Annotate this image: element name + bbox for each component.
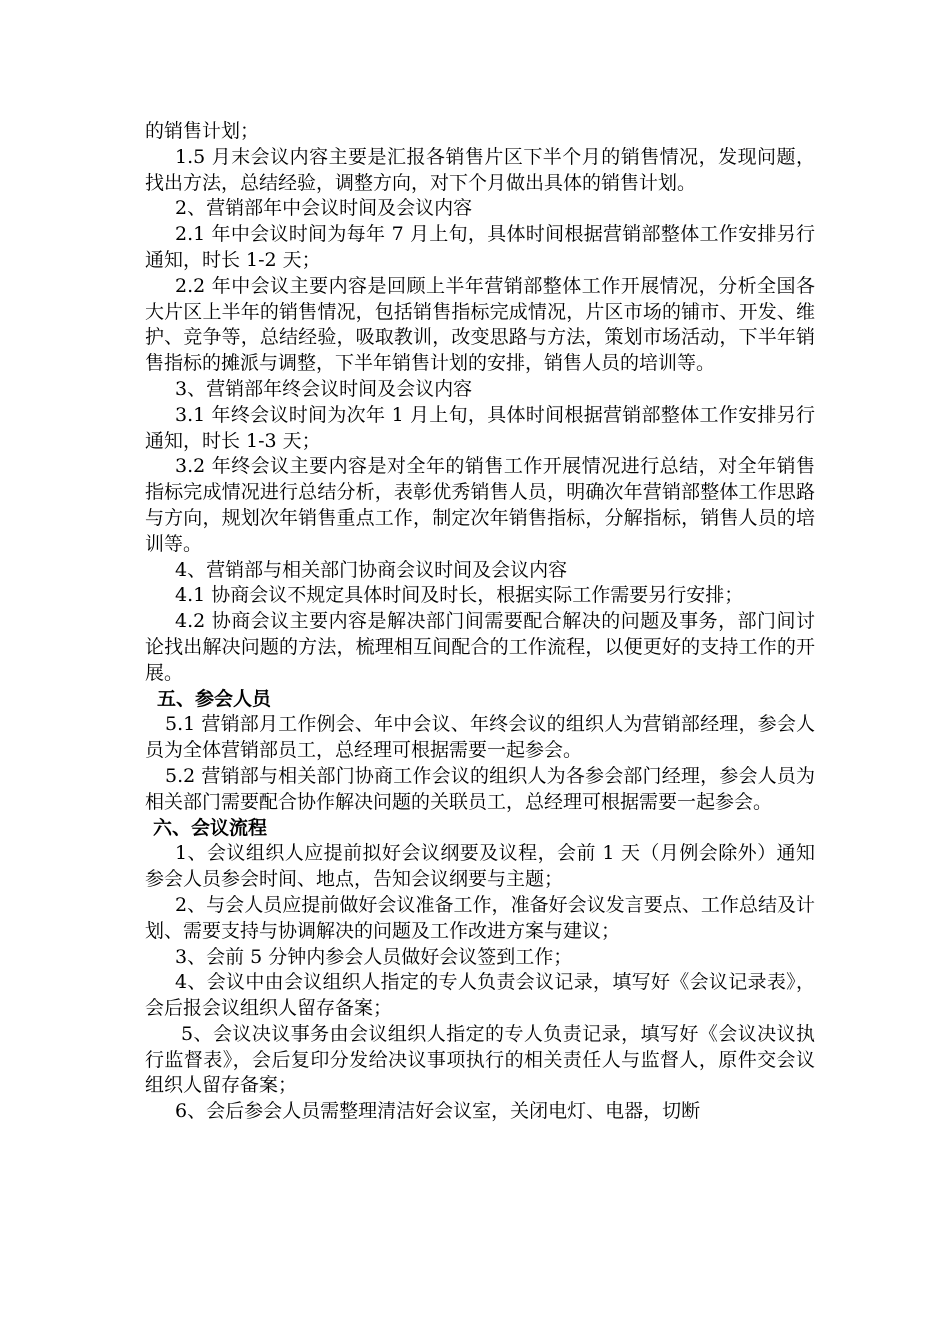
paragraph-2-1: 2.1 年中会议时间为每年 7 月上旬，具体时间根据营销部整体工作安排另行通知，时长 1-2 天； — [145, 223, 815, 271]
paragraph-3-1: 3.1 年终会议时间为次年 1 月上旬，具体时间根据营销部整体工作安排另行通知，时长 1-3 天； — [145, 403, 815, 452]
process-step-6: 6、会后参会人员需整理清洁好会议室，关闭电灯、电器，切断 — [175, 1100, 701, 1123]
paragraph-4-2: 4.2 协商会议主要内容是解决部门间需要配合解决的问题及事务，部门间讨论找出解决问题的方法，梳理相互间配合的工作流程，以便更好的支持工作的开展。 — [145, 610, 815, 684]
paragraph-continuation: 的销售计划； — [145, 120, 260, 142]
heading-midyear-meeting: 2、营销部年中会议时间及会议内容 — [175, 197, 473, 220]
paragraph-3-2: 3.2 年终会议主要内容是对全年的销售工作开展情况进行总结，对全年销售指标完成情况进行总结分析，表彰优秀销售人员，明确次年营销部整体工作思路与方向，规划次年销售重点工作，制定次年销售指标，分解指标，销售人员的培训等。 — [145, 455, 815, 555]
section-heading-meeting-process: 六、会议流程 — [153, 816, 268, 839]
heading-yearend-meeting: 3、营销部年终会议时间及会议内容 — [175, 377, 473, 400]
process-step-1: 1、会议组织人应提前拟好会议纲要及议程，会前 1 天（月例会除外）通知参会人员参会时间、地点，告知会议纲要与主题； — [145, 842, 815, 891]
paragraph-2-2: 2.2 年中会议主要内容是回顾上半年营销部整体工作开展情况，分析全国各大片区上半年的销售情况，包括销售指标完成情况，片区市场的铺市、开发、维护、竞争等，总结经验，吸取教训，改变思路与方法，策划市场活动，下半年销售指标的摊派与调整，下半年销售计划的安排，销售人员的培训等。 — [145, 274, 815, 375]
process-step-2: 2、与会人员应提前做好会议准备工作，准备好会议发言要点、工作总结及计划、需要支持与协调解决的问题及工作改进方案与建议； — [145, 893, 815, 942]
heading-interdepartment-meeting: 4、营销部与相关部门协商会议时间及会议内容 — [175, 558, 568, 581]
process-step-5: 5、会议决议事务由会议组织人指定的专人负责记录，填写好《会议决议执行监督表》，会后复印分发给决议事项执行的相关责任人与监督人，原件交会议组织人留存备案； — [145, 1022, 815, 1097]
document-body — [145, 119, 815, 1125]
paragraph-4-1: 4.1 协商会议不规定具体时间及时长，根据实际工作需要另行安排； — [175, 584, 744, 607]
section-heading-attendees: 五、参会人员 — [157, 687, 272, 710]
paragraph-5-1: 5.1 营销部月工作例会、年中会议、年终会议的组织人为营销部经理，参会人员为全体营销部员工，总经理可根据需要一起参会。 — [145, 713, 815, 762]
paragraph-5-2: 5.2 营销部与相关部门协商工作会议的组织人为各参会部门经理，参会人员为相关部门需要配合协作解决问题的关联员工，总经理可根据需要一起参会。 — [145, 764, 815, 813]
paragraph-1-5: 1.5 月末会议内容主要是汇报各销售片区下半个月的销售情况，发现问题，找出方法，总结经验，调整方向，对下个月做出具体的销售计划。 — [145, 145, 815, 194]
process-step-3: 3、会前 5 分钟内参会人员做好会议签到工作； — [175, 945, 573, 968]
process-step-4: 4、会议中由会议组织人指定的专人负责会议记录，填写好《会议记录表》，会后报会议组织人留存备案； — [145, 971, 815, 1020]
